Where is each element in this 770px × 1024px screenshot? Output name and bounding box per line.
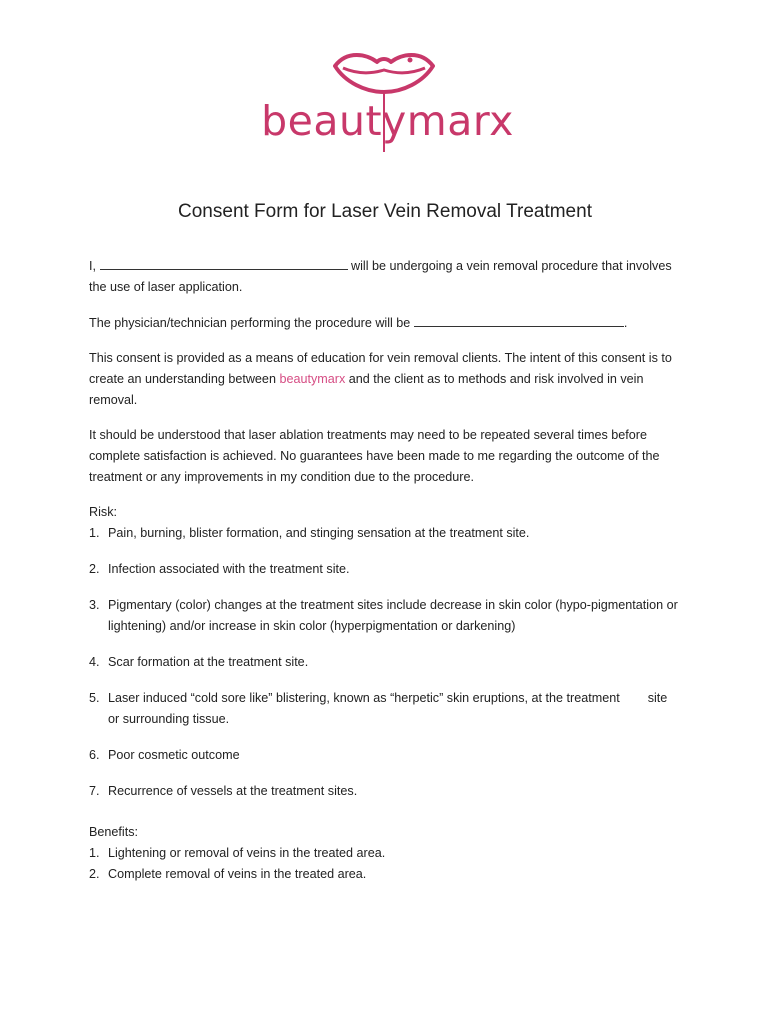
list-item: 4. Scar formation at the treatment site. bbox=[89, 655, 309, 669]
document-body bbox=[89, 255, 679, 885]
intro-prefix: I, bbox=[89, 259, 100, 273]
risk-list bbox=[89, 523, 679, 802]
physician-suffix: . bbox=[623, 316, 628, 330]
physician-paragraph bbox=[89, 312, 679, 334]
benefits-heading: Benefits: bbox=[89, 825, 139, 839]
benefits-list bbox=[89, 843, 679, 885]
list-item: 3. Pigmentary (color) changes at the treatment sites include decrease in skin color (hypo-pigmentation or lightening) and/or increase in skin color (hyperpigmentation or darkening) bbox=[89, 598, 678, 633]
risk-heading: Risk: bbox=[89, 505, 117, 519]
consent-text-after: and the client as to methods and risk involved in vein removal. bbox=[89, 372, 644, 407]
list-item: 6. Poor cosmetic outcome bbox=[89, 748, 240, 762]
list-item: 1. Lightening or removal of veins in the treated area. bbox=[89, 846, 386, 860]
list-item: 7. Recurrence of vessels at the treatment sites. bbox=[89, 784, 358, 798]
page-title: Consent Form for Laser Vein Removal Treatment bbox=[178, 201, 592, 222]
consent-text-before: This consent is provided as a means of education for vein removal clients. The intent of this consent is to create an understanding between bbox=[89, 351, 672, 386]
list-item: 5. Laser induced “cold sore like” blistering, known as “herpetic” skin eruptions, at the treatment site or surrounding tissue. bbox=[89, 691, 668, 726]
logo-wordmark: beautymarx bbox=[261, 97, 514, 145]
consent-brand-name: beautymarx bbox=[279, 372, 346, 386]
physician-prefix: The physician/technician performing the procedure will be bbox=[89, 316, 414, 330]
consent-paragraph bbox=[89, 348, 679, 411]
understood-paragraph: It should be understood that laser ablation treatments may need to be repeated several times before complete satisfaction is achieved. No guarantees have been made to me regarding the outcome of the treatment or any improvements in my condition due to the procedure. bbox=[89, 428, 660, 484]
list-item: 1. Pain, burning, blister formation, and stinging sensation at the treatment site. bbox=[89, 526, 530, 540]
physician-name-blank[interactable] bbox=[414, 312, 624, 327]
intro-suffix: will be undergoing a vein removal procedure that involves the use of laser application. bbox=[89, 259, 672, 294]
brand-logo bbox=[255, 48, 520, 156]
client-name-blank[interactable] bbox=[100, 255, 348, 270]
list-item: 2. Infection associated with the treatment site. bbox=[89, 562, 350, 576]
list-item: 2. Complete removal of veins in the treated area. bbox=[89, 867, 367, 881]
intro-paragraph bbox=[89, 255, 679, 298]
